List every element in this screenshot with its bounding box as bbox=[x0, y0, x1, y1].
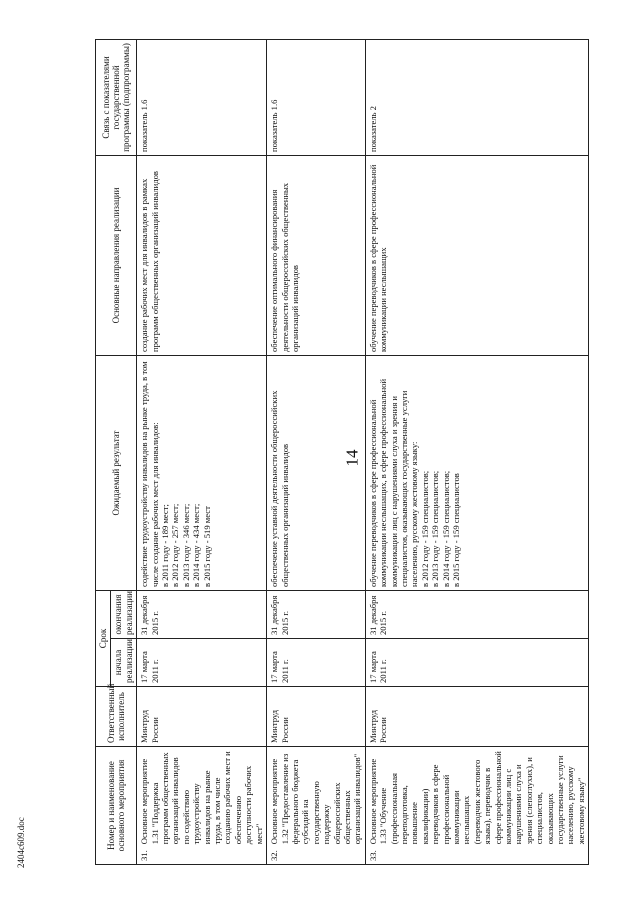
cell-executor bbox=[365, 687, 589, 747]
header-executor: Ответственный исполнитель bbox=[96, 687, 137, 747]
cell-link bbox=[365, 39, 589, 155]
cell-result bbox=[137, 355, 267, 590]
direction: обучение переводчиков в сфере профессиональной коммуникации неслышащих bbox=[367, 164, 389, 352]
cell-executor bbox=[137, 687, 267, 747]
end-date: 31 декабря 2015 г. bbox=[367, 595, 389, 635]
header-measure: Номер и наименование основного мероприятия bbox=[96, 747, 137, 865]
cell-result bbox=[267, 355, 366, 590]
executor: Минтруд России bbox=[139, 709, 160, 743]
result-intro: обеспечение уставной деятельности общероссийских общественных организаций инвалидов bbox=[269, 390, 290, 587]
end-date: 31 декабря 2015 г. bbox=[269, 595, 290, 635]
header-link: Связь с показателями государственной программы (подпрограммы) bbox=[96, 39, 137, 155]
cell-end bbox=[365, 590, 589, 638]
table-row bbox=[137, 39, 267, 864]
executor: Минтруд России bbox=[367, 709, 389, 743]
measure-name: Основное мероприятие 1.31 "Поддержка программ общественных организаций инвалидов по содействию трудоустройству инвалидов на рынке труда, в том числе созданию рабочих мест и обеспечению доступности рабочих мест" bbox=[139, 751, 264, 845]
measure-name: Основное мероприятие 1.33 "Обучение (профессиональная переподготовка, повышение квалификации) переводчиков в сфере профессиональной коммуникации неслышащих (переводчик жестового языка), переводчик в сфере профессиональной коммуникации лиц с нарушениями слуха и зрения (слепоглухих), и специалистов, оказывающих государственные услуги населению, русскому жестовому языку" bbox=[367, 751, 586, 845]
page-number: 14 bbox=[342, 449, 362, 467]
table-row bbox=[365, 39, 589, 864]
result-item: в 2012 году - 159 специалистов; bbox=[419, 470, 430, 587]
result-item: в 2014 году - 434 мест; bbox=[191, 503, 202, 587]
cell-direction bbox=[137, 155, 267, 355]
result-item: в 2014 году - 159 специалистов; bbox=[440, 470, 451, 587]
cell-measure bbox=[365, 747, 589, 865]
result-item: в 2015 году - 519 мест bbox=[201, 506, 212, 587]
header-term: Срок bbox=[96, 590, 111, 686]
start-date: 17 марта 2011 г. bbox=[139, 651, 160, 683]
direction: обеспечение оптимального финансирования деятельности общероссийских общественных организаций инвалидов bbox=[269, 182, 300, 352]
header-end: окончания реализации bbox=[111, 590, 137, 638]
row-number: 32. bbox=[269, 850, 280, 861]
result-item: в 2012 году - 257 мест; bbox=[170, 503, 181, 587]
cell-direction bbox=[365, 155, 589, 355]
header-start: начала реализации bbox=[111, 639, 137, 687]
table-row bbox=[267, 39, 366, 864]
row-number: 33. bbox=[367, 850, 378, 861]
start-date: 17 марта 2011 г. bbox=[269, 651, 290, 683]
row-number: 31. bbox=[139, 850, 150, 861]
result-item: в 2011 году - 189 мест; bbox=[160, 504, 171, 587]
result-intro: содействие трудоустройству инвалидов на рынке труда, в том числе создание рабочих мест для инвалидов: bbox=[139, 361, 160, 587]
cell-end bbox=[137, 590, 267, 638]
result-intro: обучение переводчиков в сфере профессиональной коммуникации неслышащих, в сфере профессиональной коммуникации лиц с нарушениями слуха и зрения и специалистов, оказывающих государственные услуги населению, русскому жестовому языку: bbox=[367, 378, 420, 587]
cell-measure bbox=[267, 747, 366, 865]
start-date: 17 марта 2011 г. bbox=[367, 651, 389, 683]
indicator-link: показатель 1.6 bbox=[269, 99, 280, 152]
cell-result bbox=[365, 355, 589, 590]
cell-direction bbox=[267, 155, 366, 355]
cell-measure bbox=[137, 747, 267, 865]
cell-start bbox=[365, 639, 589, 687]
result-item: в 2013 году - 346 мест; bbox=[180, 503, 191, 587]
measures-table bbox=[95, 39, 589, 865]
indicator-link: показатель 2 bbox=[367, 106, 378, 152]
cell-start bbox=[137, 639, 267, 687]
document-code: 2404с609.doc bbox=[16, 817, 26, 868]
cell-end bbox=[267, 590, 366, 638]
executor: Минтруд России bbox=[269, 709, 290, 743]
result-item: в 2015 году - 159 специалистов bbox=[451, 473, 461, 587]
indicator-link: показатель 1.6 bbox=[139, 99, 150, 152]
cell-executor bbox=[267, 687, 366, 747]
end-date: 31 декабря 2015 г. bbox=[139, 595, 160, 635]
direction: создание рабочих мест для инвалидов в рамках программ общественных организаций инвалидов bbox=[139, 171, 160, 352]
measure-name: Основное мероприятие 1.32 "Предоставление из федерального бюджета субсидий на государственную поддержку общероссийских общественных организаций инвалидов" bbox=[269, 753, 363, 845]
cell-link bbox=[267, 39, 366, 155]
cell-start bbox=[267, 639, 366, 687]
result-item: в 2013 году - 159 специалистов; bbox=[430, 470, 441, 587]
header-directions: Основные направления реализации bbox=[96, 155, 137, 355]
header-result: Ожидаемый результат bbox=[96, 355, 137, 590]
measures-table-rotated bbox=[95, 40, 605, 865]
cell-link bbox=[137, 39, 267, 155]
